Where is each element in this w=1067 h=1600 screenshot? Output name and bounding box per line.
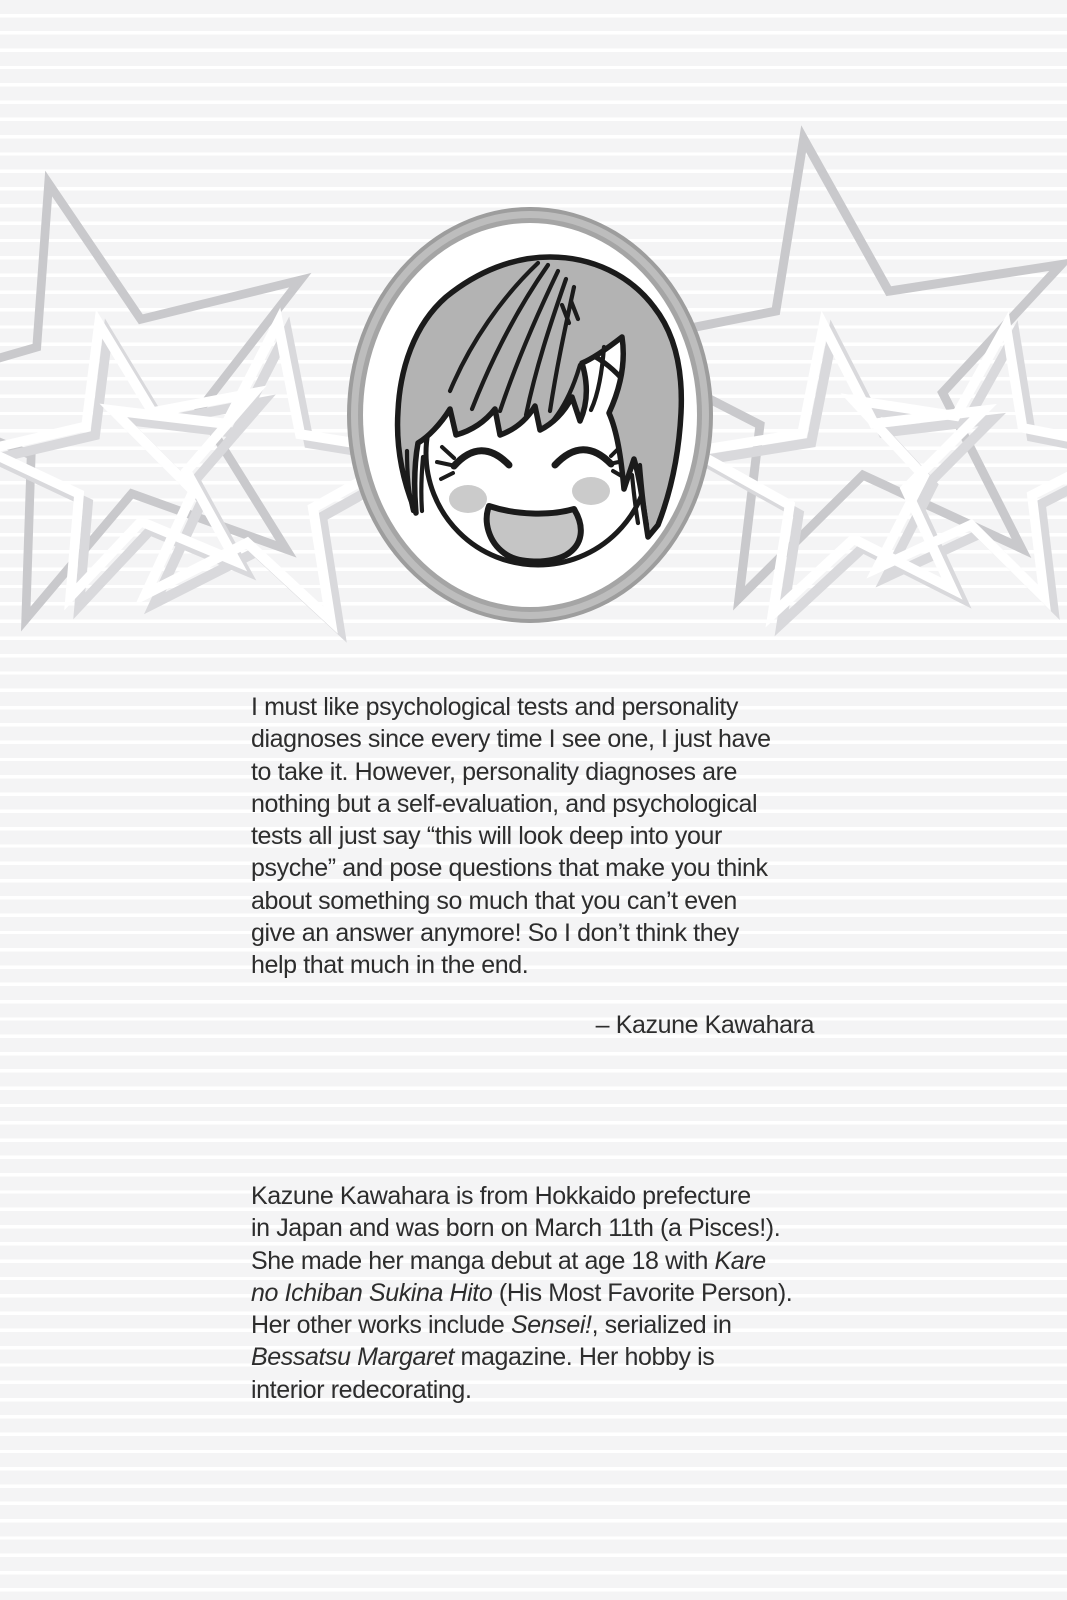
bio-line-segment: Sensei! bbox=[510, 1311, 592, 1340]
author-note bbox=[251, 691, 771, 982]
author-bio bbox=[251, 1180, 792, 1406]
bio-line-segment: , serialized in bbox=[591, 1311, 732, 1340]
bio-line bbox=[251, 1374, 792, 1406]
author-attribution: – Kazune Kawahara bbox=[595, 1011, 814, 1039]
bio-line-segment: magazine. Her hobby is bbox=[454, 1343, 715, 1372]
note-line: help that much in the end. bbox=[251, 951, 529, 980]
note-line: I must like psychological tests and personality bbox=[251, 693, 738, 721]
note-line: about something so much that you can’t even bbox=[251, 886, 737, 915]
note-line: nothing but a self-evaluation, and psychological bbox=[251, 789, 758, 818]
bio-line-segment: (His Most Favorite Person). bbox=[492, 1278, 793, 1307]
bio-line bbox=[251, 1212, 792, 1244]
bio-line-segment: She made her manga debut at age 18 with bbox=[251, 1246, 715, 1275]
note-line: psyche” and pose questions that make you think bbox=[251, 854, 768, 883]
bio-line bbox=[251, 1180, 792, 1212]
bio-line bbox=[251, 1309, 792, 1341]
bio-line-segment: in Japan and was born on March 11th (a Pisces!). bbox=[251, 1214, 781, 1243]
gray-star-outline-icon bbox=[0, 120, 373, 646]
bio-line-segment: Kare bbox=[714, 1246, 766, 1275]
bio-line-segment: Her other works include bbox=[251, 1311, 511, 1340]
bio-line bbox=[251, 1245, 792, 1277]
bio-line-segment: Kazune Kawahara is from Hokkaido prefecture bbox=[251, 1182, 751, 1210]
note-line: tests all just say “this will look deep into your bbox=[251, 822, 722, 851]
bio-line-segment: Bessatsu Margaret bbox=[251, 1343, 455, 1372]
note-line: give an answer anymore! So I don’t think they bbox=[251, 919, 739, 948]
note-line: diagnoses since every time I see one, I just have bbox=[251, 725, 771, 754]
bio-line bbox=[251, 1277, 792, 1309]
bio-line bbox=[251, 1341, 792, 1373]
author-portrait bbox=[345, 205, 715, 625]
bio-line-segment: no Ichiban Sukina Hito bbox=[251, 1278, 493, 1307]
note-line: to take it. However, personality diagnoses are bbox=[251, 757, 738, 786]
bio-line-segment: interior redecorating. bbox=[251, 1375, 472, 1404]
